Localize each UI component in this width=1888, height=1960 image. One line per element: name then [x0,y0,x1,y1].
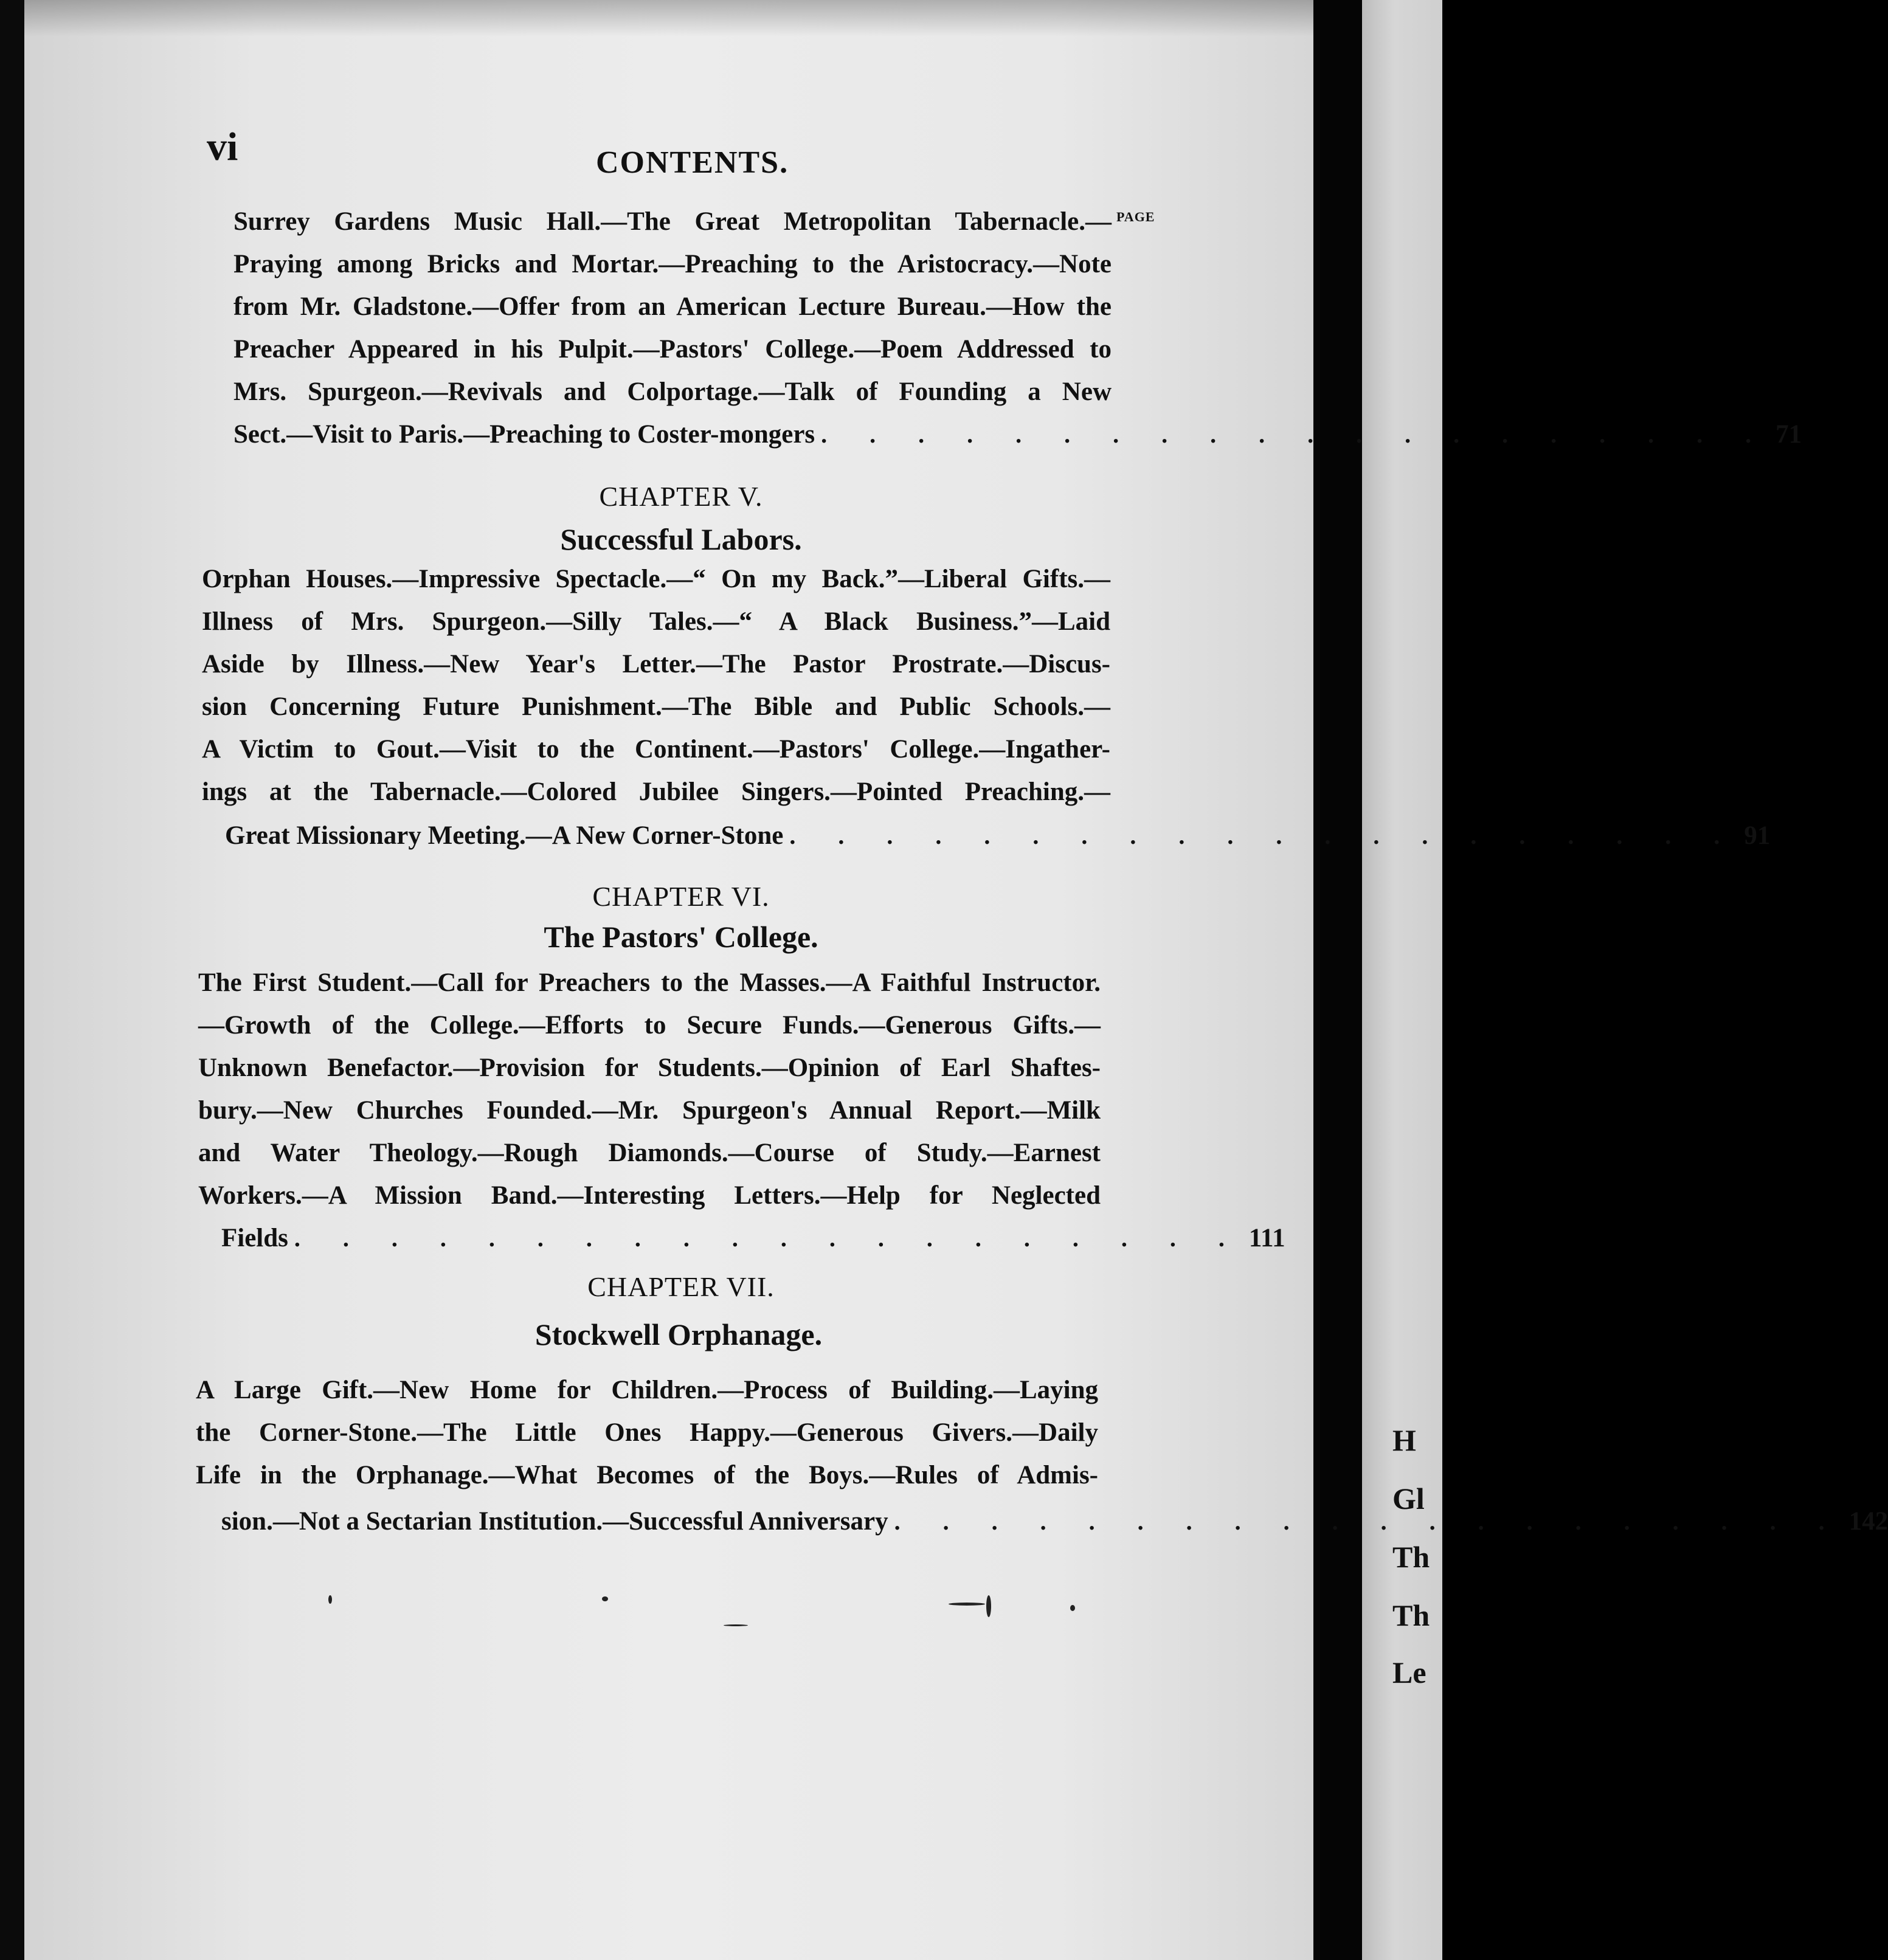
summary-last-line: Sect.—Visit to Paris.—Preaching to Coster-mongers [233,420,815,449]
page-number: 111 [1248,1224,1285,1252]
chapter-v-last-entry [225,815,1771,857]
summary-line: Praying among Bricks and Mortar.—Preaching to the Aristocracy.—Note [233,250,1112,278]
leader-dots: . . . . . . . . . . . . . . . . . . . . [821,421,1770,448]
summary-last-line: Fields [221,1224,288,1252]
summary-line: A Large Gift.—New Home for Children.—Process of Building.—Laying [196,1376,1098,1404]
running-head: CONTENTS. [596,145,789,180]
summary-line: A Victim to Gout.—Visit to the Continent.—Pastors' College.—Ingather- [202,735,1110,764]
scan-speck [328,1595,332,1604]
summary-line: Surrey Gardens Music Hall.—The Great Metropolitan Tabernacle.— [233,207,1112,236]
page-column-label: PAGE [1116,209,1155,224]
book-gutter [1313,0,1362,1960]
facing-page-fragment: Th [1392,1598,1430,1632]
chapter-title: Successful Labors. [560,522,802,556]
chapter-iv-summary [233,201,1112,413]
summary-line: Orphan Houses.—Impressive Spectacle.—“ On my Back.”—Liberal Gifts.— [202,565,1110,593]
facing-page-fragment: Gl [1392,1482,1425,1516]
summary-line: sion Concerning Future Punishment.—The Bible and Public Schools.— [202,692,1110,721]
summary-line: Workers.—A Mission Band.—Interesting Letters.—Help for Neglected [198,1181,1101,1210]
chapter-number: CHAPTER VI. [592,881,770,912]
summary-line: Illness of Mrs. Spurgeon.—Silly Tales.—“ A Black Business.”—Laid [202,607,1110,636]
summary-line: Unknown Benefactor.—Provision for Students.—Opinion of Earl Shaftes- [198,1054,1101,1082]
summary-line: Preacher Appeared in his Pulpit.—Pastors' College.—Poem Addressed to [233,335,1112,364]
leader-dots: . . . . . . . . . . . . . . . . . . . . [789,822,1738,849]
summary-last-line: sion.—Not a Sectarian Institution.—Successful Anniversary [221,1507,888,1536]
summary-line: The First Student.—Call for Preachers to the Masses.—A Faithful Instructor. [198,968,1101,997]
scan-speck [724,1624,748,1626]
scan-speck [602,1596,608,1601]
scan-speck [949,1603,985,1606]
summary-line: from Mr. Gladstone.—Offer from an American Lecture Bureau.—How the [233,292,1112,321]
chapter-iv-last-entry [233,413,1802,456]
facing-page-fragment: H [1392,1423,1416,1457]
page-edge-shadow [24,0,1313,36]
leader-dots: . . . . . . . . . . . . . . . . . . . . [294,1224,1243,1252]
summary-line: Aside by Illness.—New Year's Letter.—The Pastor Prostrate.—Discus- [202,650,1110,678]
facing-page-fragment: Le [1392,1655,1426,1689]
scan-speck [1070,1605,1075,1611]
page-number: 71 [1776,420,1802,449]
chapter-vi-summary [198,962,1101,1217]
summary-last-line: Great Missionary Meeting.—A New Corner-Stone [225,821,784,850]
page-folio: vi [207,125,238,169]
page-number: 142 [1848,1507,1888,1536]
summary-line: the Corner-Stone.—The Little Ones Happy.—Generous Givers.—Daily [196,1418,1098,1447]
chapter-v-summary [202,558,1110,813]
chapter-title: The Pastors' College. [544,920,818,954]
summary-line: Life in the Orphanage.—What Becomes of the Boys.—Rules of Admis- [196,1461,1098,1489]
summary-line: Mrs. Spurgeon.—Revivals and Colportage.—Talk of Founding a New [233,378,1112,406]
leader-dots: . . . . . . . . . . . . . . . . . . . . [894,1508,1843,1535]
scan-speck [986,1595,991,1617]
summary-line: and Water Theology.—Rough Diamonds.—Course of Study.—Earnest [198,1139,1101,1167]
chapter-number: CHAPTER VII. [587,1271,775,1302]
summary-line: bury.—New Churches Founded.—Mr. Spurgeon's Annual Report.—Milk [198,1096,1101,1125]
summary-line: —Growth of the College.—Efforts to Secure Funds.—Generous Gifts.— [198,1011,1101,1040]
page-number: 91 [1744,821,1771,850]
facing-page-fragment: Th [1392,1540,1430,1574]
summary-line: ings at the Tabernacle.—Colored Jubilee Singers.—Pointed Preaching.— [202,778,1110,806]
chapter-title: Stockwell Orphanage. [534,1317,823,1351]
chapter-vi-last-entry [221,1217,1285,1260]
chapter-vii-summary [196,1369,1098,1497]
chapter-vii-last-entry [221,1500,1888,1543]
chapter-number: CHAPTER V. [599,481,763,512]
